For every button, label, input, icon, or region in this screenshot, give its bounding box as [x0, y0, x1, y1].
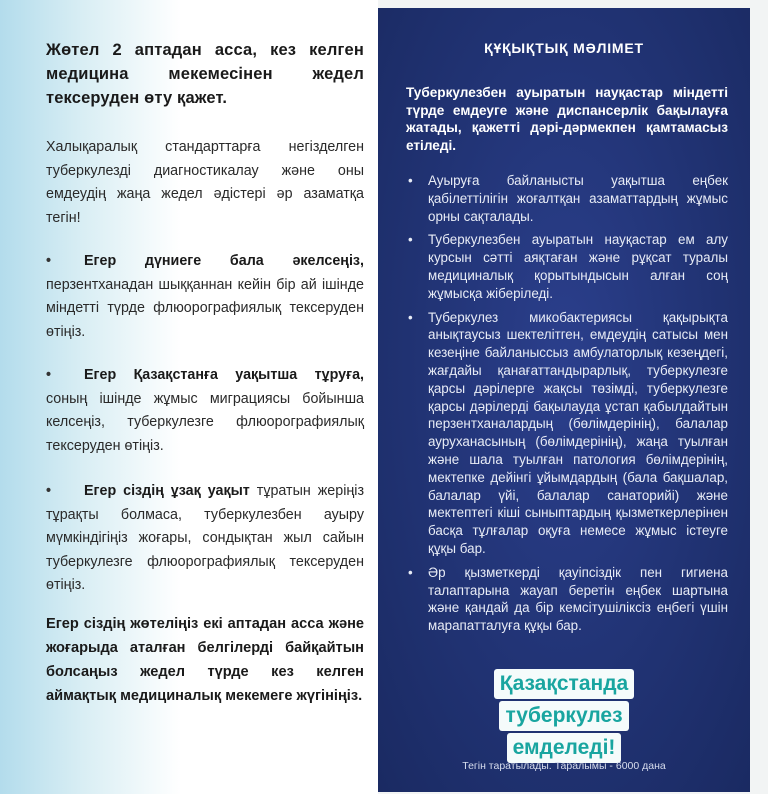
- bullet-marker: •: [408, 173, 413, 188]
- intro-paragraph: Халықаралық стандарттарға негізделген туберкулезді диагностикалау және оны емдеудің жаңа жедел әдістері әр азаматқа тегін!: [46, 139, 364, 226]
- list-item: [406, 172, 728, 225]
- distribution-note: Тегін таратылады. Таралымы - 6000 дана: [462, 760, 666, 772]
- bullet-marker: •: [408, 309, 413, 325]
- list-item: [406, 231, 728, 302]
- bullet-marker: •: [46, 483, 52, 499]
- bullet-lead: Егер сіздің ұзақ уақыт: [84, 483, 250, 499]
- bullet-marker: •: [408, 232, 413, 248]
- bullet-lead: Егер Қазақстанға уақытша тұруға,: [84, 367, 364, 383]
- right-panel: [378, 8, 750, 792]
- bullet-text: перзентханадан шыққаннан кейін бір ай ішінде міндетті түрде флюорографиялық тексеруден өтіңіз.: [46, 276, 364, 340]
- list-item: [406, 309, 728, 558]
- bullet-newborn: [46, 250, 364, 344]
- slogan-line: Қазақстанда: [494, 669, 634, 699]
- bullet-migration: [46, 364, 364, 458]
- bullet-marker: •: [46, 367, 52, 383]
- bullet-lead: Егер дүниеге бала әкелсеңіз,: [84, 253, 364, 269]
- legal-lead-paragraph: Туберкулезбен ауыратын науқастар міндетті түрде емдеуге және диспансерлік бақылауға жатады, қажетті дәрі-дәрмекпен қамтамасыз етіледі.: [406, 85, 728, 153]
- bullet-marker: •: [46, 253, 52, 269]
- bullet-marker: •: [408, 564, 413, 580]
- seek-care-paragraph: Егер сіздің жөтеліңіз екі аптадан асса және жоғарыда аталған белгілерді байқайтын болсаңыз жедел түрде кез келген аймақтық медициналық мекемеге жүгініңіз.: [46, 616, 364, 704]
- slogan-line: емделеді!: [507, 733, 622, 763]
- slogan-line: туберкулез: [499, 701, 628, 731]
- cough-headline: Жөтел 2 аптадан асса, кез келген медицина мекемесінен жедел тексеруден өту қажет.: [46, 41, 364, 107]
- list-item-text: Әр қызметкерді қауіпсіздік пен гигиена талаптарына жауап беретін еңбек шартына және қандай да бір кемсітушіліксіз еңбегі үшін марапатталуға құқы бар.: [428, 564, 728, 634]
- bullet-residence: [46, 480, 364, 598]
- left-panel: [0, 0, 378, 794]
- list-item: [406, 564, 728, 635]
- slogan: [378, 668, 750, 764]
- list-item-text: Туберкулезбен ауыратын науқастар ем алу курсын сәтті аяқтаған және рұқсат туралы медициналық қорытындысын алған соң жұмысқа жіберіледі.: [428, 232, 728, 301]
- bullet-text: соның ішінде жұмыс миграциясы бойынша келсеңіз, туберкулезге флюорографиялық тексеруден өтіңіз.: [46, 390, 364, 454]
- bullet-text: тұратын жеріңіз тұрақты болмаса, туберкулезбен ауыру мүмкіндігіңіз жоғары, сондықтан жыл сайын туберкулезге флюорографиялық тексеруден өтіңіз.: [46, 483, 364, 593]
- legal-info-title: ҚҰҚЫҚТЫҚ МӘЛІМЕТ: [484, 40, 644, 56]
- list-item-text: Туберкулез микобактериясы қақырықта анықтаусыз шектелітген, емдеудің сатысы мен кезеңіне байланыссыз амбулаторлық кезеңдегі, жағдайы қанағаттандырарлық, туберкулезге қарсы дәрілерге жақсы төзімді, туберкулезге қарсы дәрілерді бақылауда ұстап қабылдайтын перзентханалардың (бөлімдерінің), балалар ауруханасының (бөлімдерінің), жаңа туылған және шала туылған патология бөлімдерінің, мектепке дейінгі ұйымдардың (бала бақшалар, балалар үйі, балалар санаторийі) және мектептегі кіші сыныптардың қызметкерлерінен басқа тұлғалар оқуға немесе жұмыс істеуге құқы бар.: [428, 309, 728, 556]
- list-item-text: Ауыруға байланысты уақытша еңбек қабілеттілігін жоғалтқан азаматтардың жұмыс орны сақталады.: [428, 173, 728, 224]
- rights-list: [406, 172, 728, 641]
